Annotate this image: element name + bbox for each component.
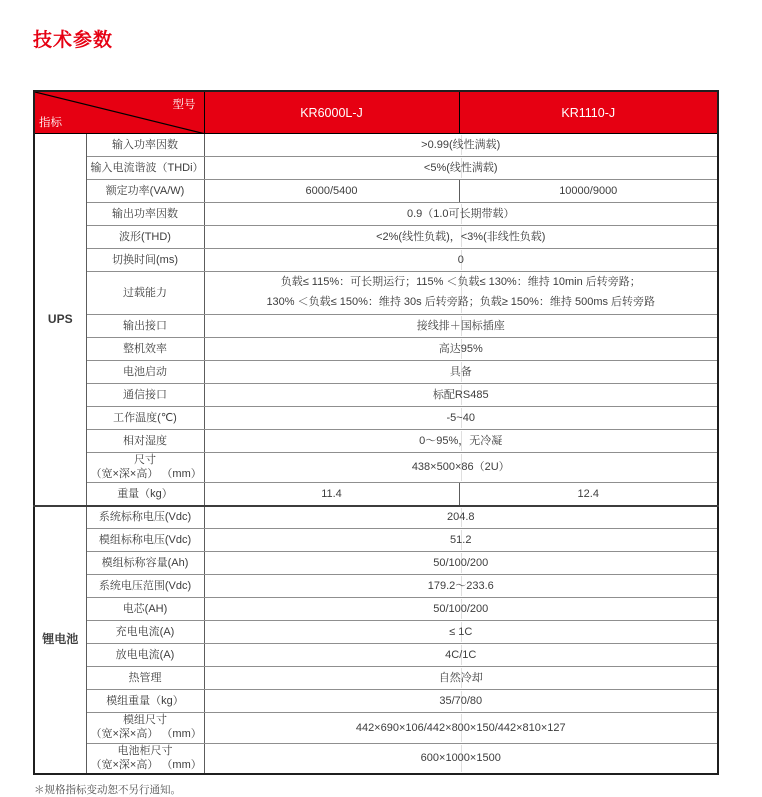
table-row [34, 598, 718, 621]
page-title: 技术参数 [33, 30, 114, 51]
table-row [34, 713, 718, 744]
table-row [34, 667, 718, 690]
spec-value-line: 负载≤ 115%：可长期运行；115% ＜负载≤ 130%：维持 10min 后转旁路； [280, 276, 641, 289]
spec-label: 输入电流谐波（THDi） [86, 157, 204, 180]
table-row [34, 644, 718, 667]
table-row [34, 575, 718, 598]
spec-value: 50/100/200 [204, 552, 718, 575]
spec-value: 0.9（1.0可长期带载） [204, 203, 718, 226]
table-row [34, 203, 718, 226]
spec-label: 系统电压范围(Vdc) [86, 575, 204, 598]
table-row [34, 272, 718, 315]
spec-label: 工作温度(℃) [86, 406, 204, 429]
spec-value: 35/70/80 [204, 690, 718, 713]
spec-label: 波形(THD) [86, 226, 204, 249]
spec-label [86, 452, 204, 483]
spec-value: 12.4 [459, 483, 718, 506]
spec-label: 切换时间(ms) [86, 249, 204, 272]
spec-label: 过载能力 [86, 272, 204, 315]
spec-label-line: 模组尺寸 [123, 714, 167, 727]
spec-label: 电芯(AH) [86, 598, 204, 621]
spec-value: ≤ 1C [204, 621, 718, 644]
section-group-lithium: 锂电池 [34, 506, 86, 775]
spec-value: <2%(线性负载)，<3%(非线性负载) [204, 226, 718, 249]
table-row [34, 506, 718, 529]
table-row [34, 621, 718, 644]
spec-label: 模组重量（kg） [86, 690, 204, 713]
spec-value: <5%(线性满载) [204, 157, 718, 180]
spec-label: 充电电流(A) [86, 621, 204, 644]
spec-value [204, 272, 718, 315]
spec-value: 4C/1C [204, 644, 718, 667]
spec-value: 标配RS485 [204, 383, 718, 406]
spec-label-line: （宽×深×高） （mm） [90, 728, 202, 741]
spec-label: 放电电流(A) [86, 644, 204, 667]
spec-label [86, 713, 204, 744]
table-row [34, 337, 718, 360]
spec-value: 600×1000×1500 [204, 743, 718, 774]
table-row [34, 690, 718, 713]
model-column-header: KR6000L-J [204, 91, 459, 134]
model-column-header: KR1110-J [459, 91, 718, 134]
spec-table [33, 90, 719, 776]
table-row [34, 743, 718, 774]
spec-value: 50/100/200 [204, 598, 718, 621]
spec-value: 接线排＋国标插座 [204, 314, 718, 337]
spec-value: 10000/9000 [459, 180, 718, 203]
table-row [34, 314, 718, 337]
header-indicator-label: 指标 [39, 117, 62, 130]
spec-label: 输出接口 [86, 314, 204, 337]
spec-label: 模组标称电压(Vdc) [86, 529, 204, 552]
table-row [34, 452, 718, 483]
footnote: ＊规格指标变动恕不另行通知。 [34, 784, 181, 797]
spec-value: 具备 [204, 360, 718, 383]
spec-value: 204.8 [204, 506, 718, 529]
spec-value: 6000/5400 [204, 180, 459, 203]
spec-value-line: 130% ＜负载≤ 150%：维持 30s 后转旁路；负载≥ 150%：维持 500ms 后转旁路 [266, 296, 656, 309]
table-row [34, 226, 718, 249]
table-row [34, 429, 718, 452]
spec-label: 整机效率 [86, 337, 204, 360]
spec-value: -5~40 [204, 406, 718, 429]
table-row [34, 157, 718, 180]
spec-value: >0.99(线性满载) [204, 134, 718, 157]
header-model-label: 型号 [172, 98, 196, 111]
section-group-ups: UPS [34, 134, 86, 506]
table-row [34, 483, 718, 506]
spec-label-line: 电池柜尺寸 [117, 744, 173, 757]
spec-label: 系统标称电压(Vdc) [86, 506, 204, 529]
header-row [34, 91, 718, 134]
table-row [34, 180, 718, 203]
spec-value: 442×690×106/442×800×150/442×810×127 [204, 713, 718, 744]
spec-label: 热管理 [86, 667, 204, 690]
table-row [34, 360, 718, 383]
spec-label: 输入功率因数 [86, 134, 204, 157]
spec-value: 高达95% [204, 337, 718, 360]
spec-label: 通信接口 [86, 383, 204, 406]
spec-label-line: 尺寸 [134, 453, 156, 466]
table-header [34, 91, 718, 134]
spec-label-line: （宽×深×高） （mm） [90, 758, 202, 771]
spec-value: 11.4 [204, 483, 459, 506]
table-row [34, 249, 718, 272]
header-diagonal-cell [34, 91, 204, 134]
table-row [34, 552, 718, 575]
spec-label: 输出功率因数 [86, 203, 204, 226]
spec-label: 相对湿度 [86, 429, 204, 452]
spec-value: 自然冷却 [204, 667, 718, 690]
table-row [34, 406, 718, 429]
spec-label: 模组标称容量(Ah) [86, 552, 204, 575]
spec-value: 51.2 [204, 529, 718, 552]
table-row [34, 383, 718, 406]
table-row [34, 134, 718, 157]
spec-label: 电池启动 [86, 360, 204, 383]
spec-value: 179.2～233.6 [204, 575, 718, 598]
spec-value: 0～95%，无冷凝 [204, 429, 718, 452]
spec-value: 438×500×86（2U） [204, 452, 718, 483]
spec-label: 重量（kg） [86, 483, 204, 506]
table-row [34, 529, 718, 552]
spec-label: 额定功率(VA/W) [86, 180, 204, 203]
spec-value: 0 [204, 249, 718, 272]
spec-label-line: （宽×深×高） （mm） [90, 467, 202, 480]
spec-label [86, 743, 204, 774]
